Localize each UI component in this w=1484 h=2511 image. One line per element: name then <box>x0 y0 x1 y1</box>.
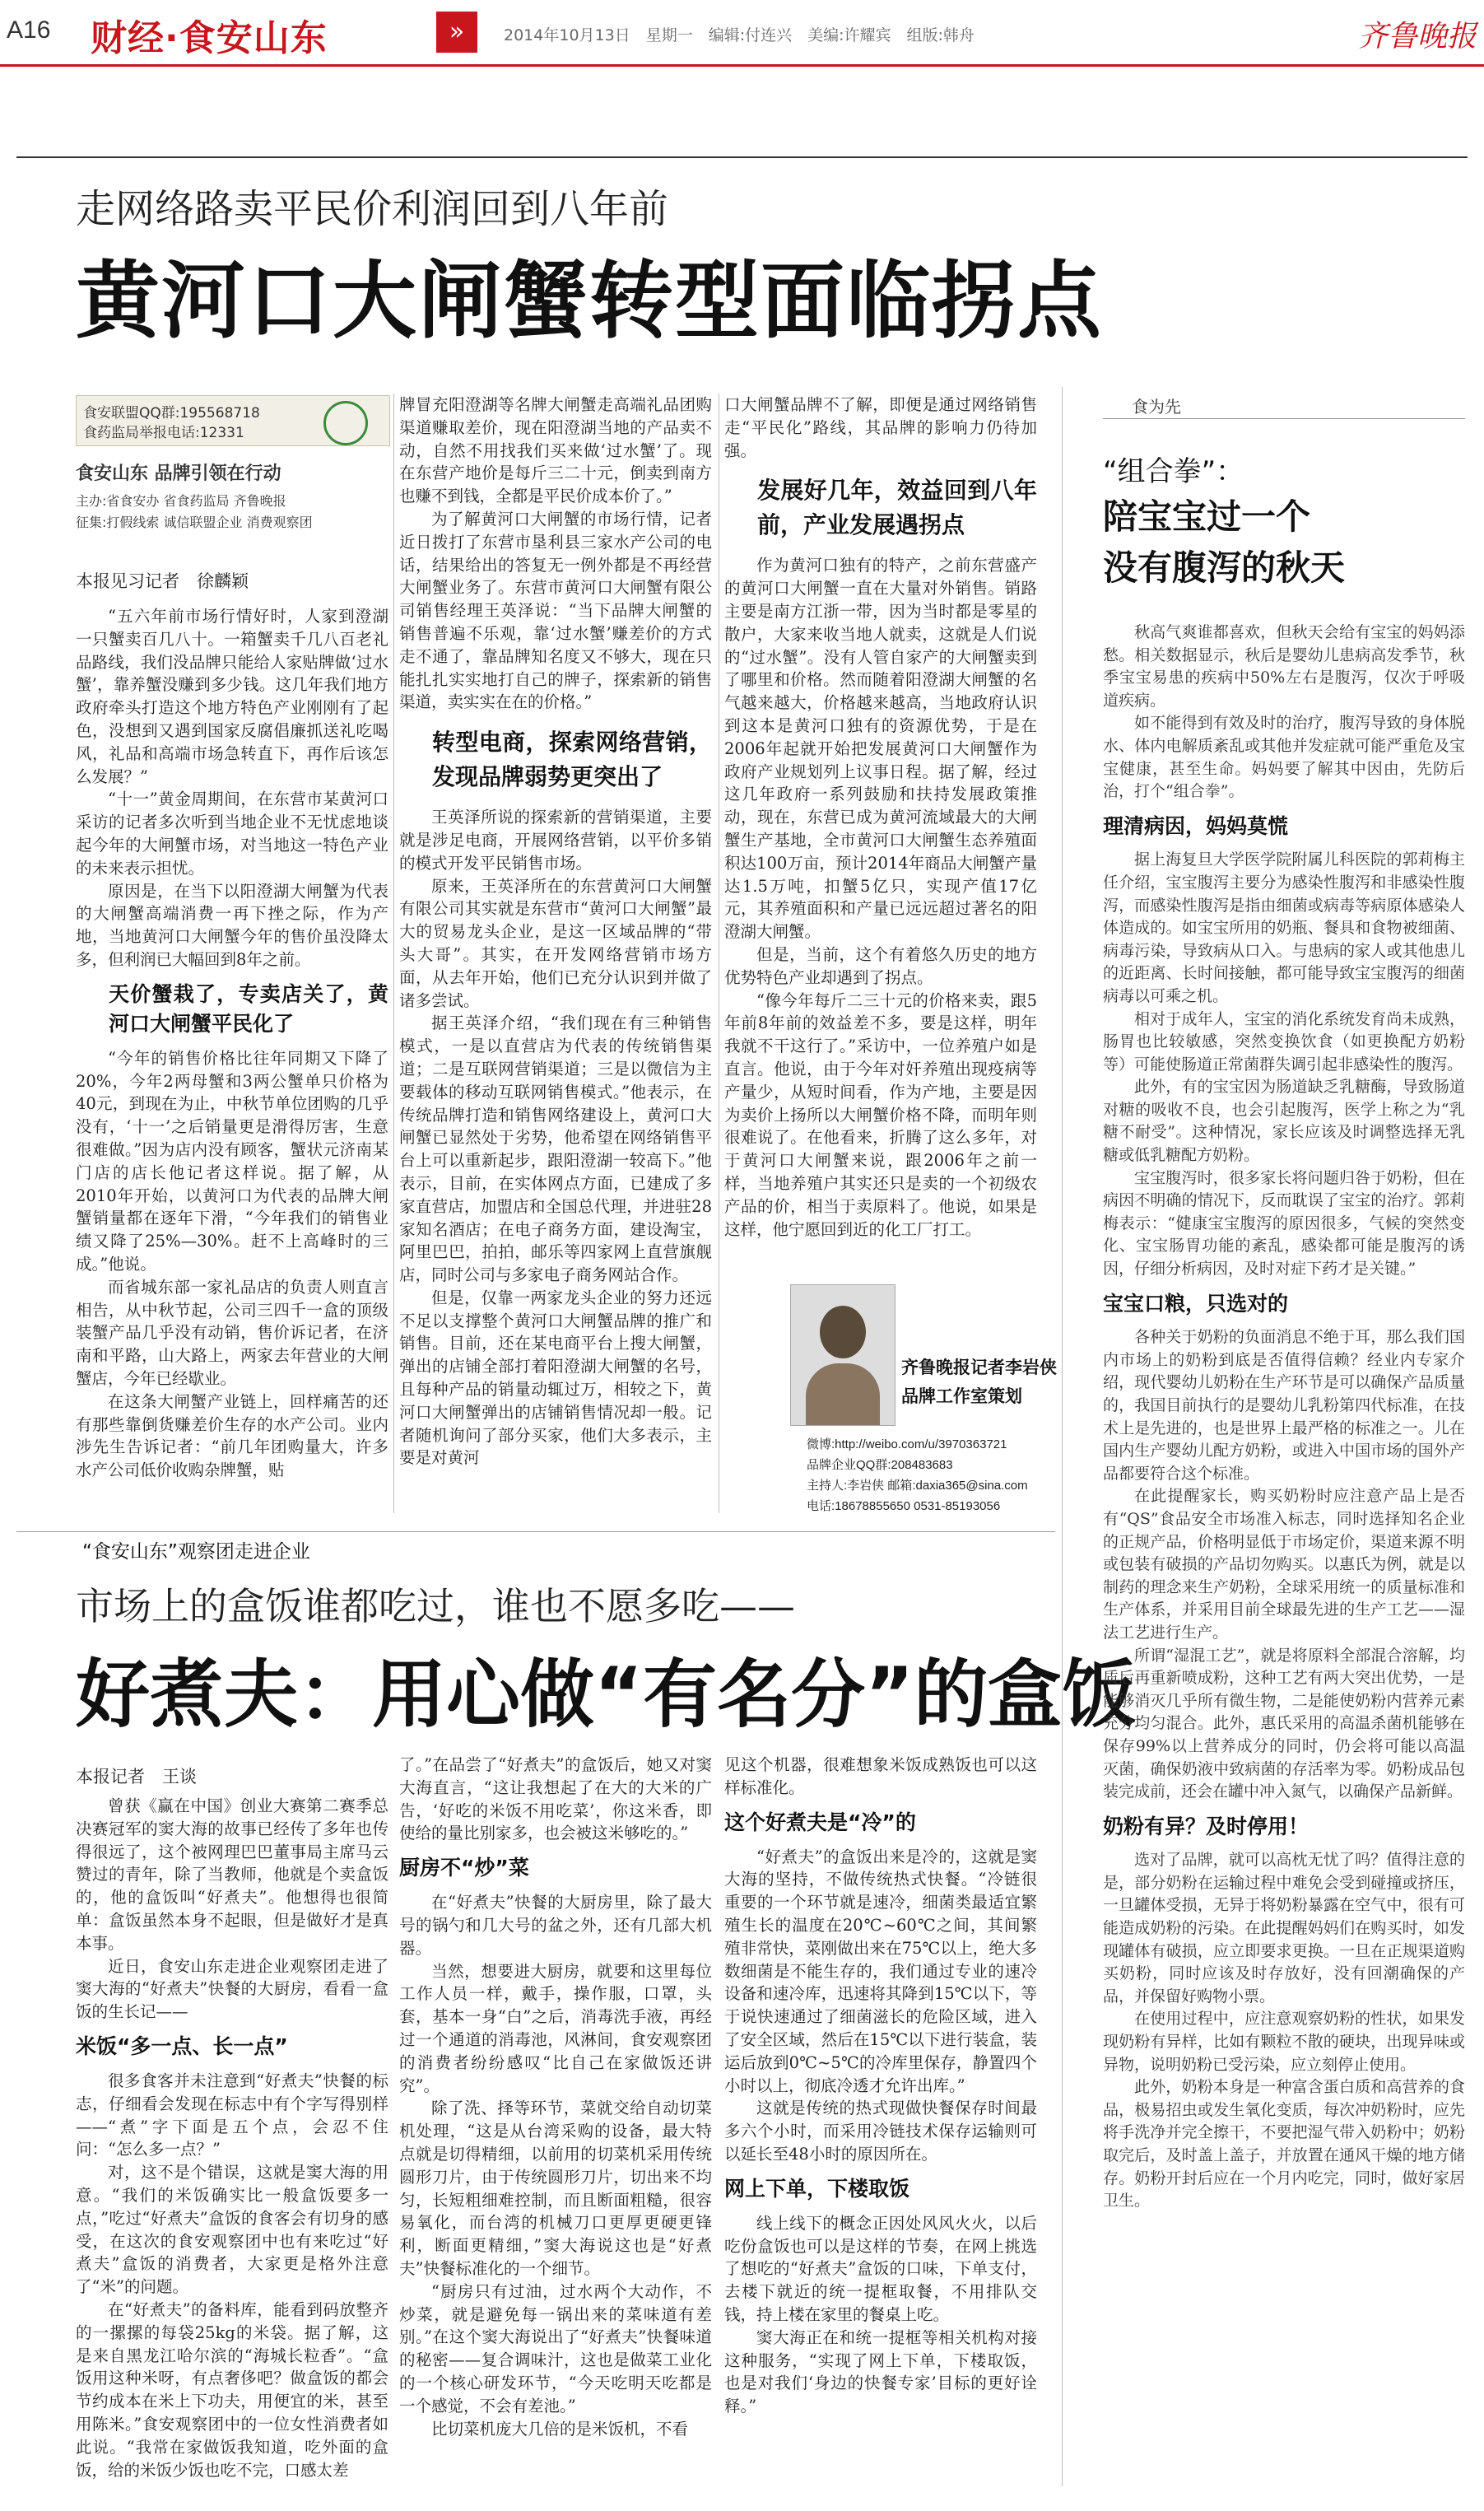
story2-byline: 本报记者 王谈 <box>76 1767 197 1787</box>
subheading: 天价蟹栽了，专卖店关了，黄河口大闸蟹平民化了 <box>109 981 388 1036</box>
column-rule <box>1062 387 1063 2486</box>
story1-byline: 本报见习记者 徐麟颖 <box>76 571 249 591</box>
paragraph: 在这条大闸蟹产业链上，回样痛苦的还有那些靠倒货赚差价生存的水产公司。业内涉先生告诉记者：“前几年团购量大，许多水产公司低价收购杂牌蟹，贴 <box>76 1391 388 1480</box>
photo-body <box>806 1363 880 1425</box>
masthead-rule <box>0 64 1484 67</box>
column-rule <box>393 394 394 1513</box>
paragraph: 而省城东部一家礼品店的负责人则直言相告，从中秋节起，公司三四千一盒的顶级装蟹产品几乎没有动销，售价诉记者，在济南和平路，山大路上，两家去年营业的大闸蟹店，今年已经歇业。 <box>76 1277 388 1388</box>
paragraph: 在“好煮夫”的备料库，能看到码放整齐的一摞摞的每袋25kg的米袋。据了解，这是来自黑龙江哈尔滨的“海城长粒香”。“盒饭用这种米呀，有点奢侈吧？做盒饭的都会节约成本在米上下功夫，用便宜的米，甚至用陈米。”食安观察团中的一位女性消费者如此说。“我常在家做饭我知道，吃外面的盒饭，给的米饭少饭也吃不完，口感太差 <box>76 2299 388 2480</box>
paragraph: 了。”在品尝了“好煮夫”的盒饭后，她又对窦大海直言，“这让我想起了在大的大米的广告，‘好吃的米饭不用吃菜’，你这米香，即使给的量比别家多，也会被这米够吃的。” <box>399 1755 712 1843</box>
story1-column-3 <box>724 394 1037 1274</box>
promo-org: 主办:省食安办 省食药监局 齐鲁晚报 <box>76 493 286 509</box>
right-rule <box>1103 418 1465 419</box>
paragraph: 王英泽所说的探索新的营销渠道，主要就是涉足电商，开展网络营销，以平价多销的模式开发平民销售市场。 <box>399 808 712 873</box>
food-safety-logo-icon <box>323 401 368 445</box>
story2-column-1 <box>76 1795 388 2486</box>
paragraph: 这就是传统的热式现做快餐保存时间最多六个小时，而采用冷链技术保存运输则可以延长至48小时的原因所在。 <box>724 2099 1037 2164</box>
paragraph: 除了洗、择等环节，菜就交给自动切菜机处理，“这是从台湾采购的设备，最大特点就是切得精细，以前用的切菜机采用传统圆形刀片，由于传统圆形刀片，切出来不均匀，长短粗细难控制，而且断面粗糙，很容易氧化，而台湾的机械刀口更厚更硬更锋利，断面更精细，”窦大海说这也是“好煮夫”快餐标准化的一个细节。 <box>399 2099 712 2278</box>
paragraph: “好煮夫”的盒饭出来是冷的，这就是窦大海的坚持，不做传统热式快餐。“冷链很重要的一个环节就是速冷，细菌类最适宜繁殖生长的温度在20℃~60℃之间，其间繁殖非常快，菜刚做出来在75℃以上，绝大多数细菌是不能生存的，我们通过专业的速冷设备和速冷库，迅速将其降到15℃以下，等于说快速通过了细菌滋长的危险区域，进入了安全区域，然后在15℃以下进行装盒，装运后放到0℃~5℃的冷库里保存，静置四个小时以上，彻底冷透才允许出库。” <box>724 1847 1037 2095</box>
paragraph: 口大闸蟹品牌不了解，即便是通过网络销售走“平民化”路线，其品牌的影响力仍待加强。 <box>724 395 1037 460</box>
paragraph: 在“好煮夫”快餐的大厨房里，除了最大号的锅勺和几大号的盆之外，还有几部大机器。 <box>399 1893 712 1958</box>
story1-column-2 <box>399 394 712 1468</box>
paragraph: 对，这不是个错误，这就是窦大海的用意。“我们的米饭确实比一般盒饭要多一点，”吃过“好煮夫”盒饭的食客会有切身的感受，在这次的食安观察团中也有来吃过“好煮夫”盒饭的消费者，大家更是格外注意了“米”的问题。 <box>76 2163 388 2297</box>
paragraph: 曾获《赢在中国》创业大赛第二赛季总决赛冠军的窦大海的故事已经传了多年也传得很远了，这个被网理巴巴董事局主席马云赞过的青年，除了当教师，他就是个卖盒饭的，他的盒饭叫“好煮夫”。他想得也很简单：盒饭虽然本身不起眼，但是做好才是真本事。 <box>76 1796 388 1953</box>
paragraph: 宝宝腹泻时，很多家长将问题归咎于奶粉，但在病因不明确的情况下，反而耽误了宝宝的治疗。郭莉梅表示：“健康宝宝腹泻的原因很多，气候的突然变化、宝宝肠胃功能的紊乱，感染都可能是腹泻的诱因，仔细分析病因，及时对症下药才是关键。” <box>1103 1168 1465 1279</box>
story2-rule <box>16 1531 1055 1532</box>
right-title-2: 没有腹泻的秋天 <box>1103 547 1346 588</box>
paragraph: 在此提醒家长，购买奶粉时应注意产品上是否有“QS”食品安全市场准入标志，同时选择知名企业的正规产品，价格明显低于市场定价，渠道来源不明或包装有破损的产品切勿购买。以惠氏为例，就是以制药的理念来生产奶粉，全球采用统一的质量标准和生产体系，并采用目前全球最先进的生产工艺——湿法工艺进行生产。 <box>1103 1487 1465 1642</box>
paragraph: 但是，仅靠一两家龙头企业的努力还远不足以支撑整个黄河口大闸蟹品牌的推广和销售。目前，还在某电商平台上搜大闸蟹，弹出的店铺全部打着阳澄湖大闸蟹的名号，且每种产品的销量动辄过万，相较之下，黄河口大闸蟹弹出的店铺销售情况却一般。记者随机询问了部分买家，他们大多表示，主要是对黄河 <box>399 1288 712 1468</box>
promo-line1: 食安联盟QQ群:195568718 <box>83 405 260 422</box>
photo-head <box>820 1306 866 1358</box>
paragraph: 为了解黄河口大闸蟹的市场行情，记者近日拨打了东营市垦利县三家水产公司的电话，结果给出的答复无一例外都是不再经营大闸蟹业务了。东营市黄河口大闸蟹有限公司销售经理王英泽说：“当下品牌大闸蟹的销售普遍不乐观，靠‘过水蟹’赚差价的方式走不通了，靠品牌知名度又不够大，现在只能扎扎实实地打自己的牌子，探索新的销售渠道，卖实实在在的价格。” <box>399 509 712 712</box>
promo-title: 食安山东 品牌引领在行动 <box>76 464 281 484</box>
paragraph: 如不能得到有效及时的治疗，腹泻导致的身体脱水、体内电解质紊乱或其他并发症就可能严重危及宝宝健康，甚至生命。妈妈要了解其中因由，先防后治，打个“组合拳”。 <box>1103 714 1465 801</box>
paragraph: 各种关于奶粉的负面消息不绝于耳，那么我们国内市场上的奶粉到底是否值得信赖？经业内专家介绍，现代婴幼儿奶粉在生产环节是可以确保产品质量的，我国目前执行的是婴幼儿乳粉第四代标准，在技术上是先进的，也是世界上最严格的标准之一。儿在国内生产婴幼儿配方奶粉，或进入中国市场的国外产品都要符合这个标准。 <box>1103 1328 1465 1483</box>
paragraph: 选对了品牌，就可以高枕无忧了吗？值得注意的是，部分奶粉在运输过程中难免会受到碰撞或挤压，一旦罐体受损，无异于将奶粉暴露在空气中，很有可能造成奶粉的污染。在此提醒妈妈们在购买时，如发现罐体有破损，应立即要求更换。一旦在正规渠道购买奶粉，同时应该及时存放好，没有回潮确保的产品，并保留好购物小票。 <box>1103 1851 1465 2006</box>
paragraph: “今年的销售价格比往年同期又下降了20%，今年2两母蟹和3两公蟹单只价格为40元，到现在为止，中秋节单位团购的几乎没有，‘十一’之后销量更是滑得厉害，生意很难做。”因为店内没有顾客，蟹状元济南某门店的店长他记者这样说。据了解，从2010年开始，以黄河口为代表的品牌大闸蟹销量都在逐年下滑，“今年我们的销售业绩又降了25%—30%。赶不上高峰时的三成。”他说。 <box>76 1048 388 1274</box>
subheading: 宝宝口粮，只选对的 <box>1103 1291 1289 1316</box>
story2-tag: “食安山东”观察团走进企业 <box>82 1541 310 1563</box>
reporter-photo <box>790 1284 896 1426</box>
card-qq: 品牌企业QQ群:208483683 <box>807 1458 953 1472</box>
promo-banner <box>76 395 390 446</box>
paragraph: 见这个机器，很难想象米饭成熟饭也可以这样标准化。 <box>724 1755 1037 1797</box>
paper-logo: 齐鲁晚报 <box>1358 20 1477 54</box>
promo-box <box>76 395 388 543</box>
story1-headline: 黄河口大闸蟹转型面临拐点 <box>76 253 1103 351</box>
paragraph: 当然，想要进大厨房，就要和这里每位工作人员一样，戴手，操作服，口罩，头套，基本一身“白”之后，消毒洗手液，再经过一个通道的消毒池，风淋间，食安观察团的消费者纷纷感叹“比自己在家做饭还讲究”。 <box>399 1961 712 2095</box>
reporter-name: 齐鲁晚报记者李岩侠 <box>901 1358 1057 1377</box>
paragraph: 在使用过程中，应注意观察奶粉的性状，如果发现奶粉有异样，比如有颗粒不散的硬块，出现异味或异物，说明奶粉已受污染，应立刻停止使用。 <box>1103 2010 1465 2074</box>
paragraph: 线上线下的概念正因处风风火火，以后吃份盒饭也可以是这样的节奏，在网上挑选了想吃的“好煮夫”盒饭的口味，下单支付，去楼下就近的统一提框取餐，不用排队交钱，持上楼在家里的餐桌上吃。 <box>724 2213 1037 2324</box>
right-title-1: 陪宝宝过一个 <box>1103 496 1311 537</box>
paragraph: 原来，王英泽所在的东营黄河口大闸蟹有限公司其实就是东营市“黄河口大闸蟹”最大的贸易龙头企业，是这一区域品牌的“带头大哥”。其实，在开发网络营销市场方面，从去年开始，他们已充分认识到并做了诸多尝试。 <box>399 876 712 1010</box>
paragraph: “像今年每斤二三十元的价格来卖，跟5年前8年前的效益差不多，要是这样，明年我就不干这行了。”采访中，一位养殖户如是直言。他说，由于今年对奸养殖出现疫病等产量少，从短时间看，作为产地，主要是因为卖价上扬所以大闸蟹价格不降，而明年则很难说了。在他看来，折腾了这么多年，对于黄河口大闸蟹来说，跟2006年之前一样，当地养殖户其实还只是卖的一个初级农产品的价，相当于卖原料了。他说，如果是这样，他宁愿回到近的化工厂打工。 <box>724 990 1037 1239</box>
subheading: 网上下单，下楼取饭 <box>724 2176 910 2201</box>
story2-kicker: 市场上的盒饭谁都吃过，谁也不愿多吃—— <box>76 1584 795 1628</box>
promo-line2: 食药监局举报电话:12331 <box>83 425 244 441</box>
story1-column-1 <box>76 605 388 1480</box>
paragraph: 比切菜机庞大几倍的是米饭机，不看 <box>431 2419 689 2439</box>
subheading: 发展好几年，效益回到八年前，产业发展遇拐点 <box>757 477 1037 539</box>
paragraph: 原因是，在当下以阳澄湖大闸蟹为代表的大闸蟹高端消费一再下挫之际，作为产地，当地黄河口大闸蟹今年的售价虽没降太多，但利润已大幅回到8年之前。 <box>76 881 388 969</box>
story2-headline: 好煮夫：用心做“有名分”的盒饭 <box>76 1651 1137 1738</box>
right-label: 食为先 <box>1132 397 1181 417</box>
paragraph: 据王英泽介绍，“我们现在有三种销售模式，一是以直营店为代表的传统销售渠道；二是互联网营销渠道；三是以微信为主要载体的移动互联网销售模式。”他表示，在传统品牌打造和销售网络建设上，黄河口大闸蟹已显然处于劣势，他希望在网络销售平台上可以重新起步，跟阳澄湖一较高下。”他表示，目前，在实体网点方面，已建成了多家直营店，加盟店和全国总代理，并进驻28家知名酒店；在电子商务方面，建设淘宝，阿里巴巴，拍拍，邮乐等四家网上直营旗舰店，同时公司与多家电子商务网站合作。 <box>399 1013 712 1285</box>
card-email: 主持人:李岩侠 邮箱:daxia365@sina.com <box>807 1479 1028 1493</box>
story2-column-3 <box>724 1754 1037 2486</box>
top-rule <box>16 156 1468 158</box>
paragraph: 牌冒充阳澄湖等名牌大闸蟹走高端礼品团购渠道赚取差价，现在阳澄湖当地的产品卖不动，自然不用找我们买来做‘过水蟹’了。现在东营产地价是每斤三二十元，倒卖到南方也赚不到钱，全都是平民价成本价了。” <box>399 395 712 506</box>
paragraph: 近日，食安山东走进企业观察团走进了窦大海的“好煮夫”快餐的大厨房，看看一盒饭的生长记—— <box>76 1956 388 2022</box>
reporter-role: 品牌工作室策划 <box>901 1386 1022 1406</box>
right-kicker: “组合拳”： <box>1103 455 1244 488</box>
subheading: 奶粉有异？及时停用！ <box>1103 1814 1310 1838</box>
paragraph: 所谓“湿混工艺”，就是将原料全部混合溶解，均质后再重新喷成粉，这种工艺有两大突出优势，一是能够消灭几乎所有微生物，二是能使奶粉内营养元素充分均匀混合。此外，惠氏采用的高温杀菌机能够在保存99%以上营养成分的同时，仍会将可能以高温灭菌，确保奶液中致病菌的存活率为零。奶粉成品包装完成前，还会在罐中冲入氮气，以确保产品新鲜。 <box>1103 1646 1465 1801</box>
section-title: 财经·食安山东 <box>91 17 328 59</box>
page-number: A16 <box>7 16 51 44</box>
subheading: 厨房不“炒”菜 <box>399 1856 529 1880</box>
paragraph: “五六年前市场行情好时，人家到澄湖一只蟹卖百几八十。一箱蟹卖千几八百老礼品路线，我们没品牌只能给人家贴牌做‘过水蟹’，靠养蟹没赚到多少钱。这几年我们地方政府牵头打造这个地方特色产业刚刚有了起色，没想到又遇到国家反腐倡廉抓送礼吃喝风，礼品和高端市场急转直下，再作后该怎么发展？” <box>76 607 388 786</box>
paragraph: 此外，有的宝宝因为肠道缺乏乳糖酶，导致肠道对糖的吸收不良，也会引起腹泻，医学上称之为“乳糖不耐受”。这种情况，家长应该及时调整选择无乳糖或低乳糖配方奶粉。 <box>1103 1078 1465 1165</box>
promo-call: 征集:打假线索 诚信联盟企业 消费观察团 <box>76 515 313 530</box>
section-arrow-icon: » <box>436 12 477 53</box>
masthead <box>0 0 1484 62</box>
subheading: 转型电商，探索网络营销，发现品牌弱势更突出了 <box>432 729 712 791</box>
subheading: 理清病因，妈妈莫慌 <box>1103 813 1289 838</box>
paragraph: “厨房只有过油，过水两个大动作，不炒菜，就是避免每一锅出来的菜味道有差别。”在这个窦大海说出了“好煮夫”快餐味道的秘密——复合调味汁，这也是做菜工业化的一个核心研发环节，“今天吃明天吃都是一个感觉，不会有差池。” <box>399 2281 712 2415</box>
subheading: 米饭“多一点、长一点” <box>76 2033 288 2058</box>
paragraph: 作为黄河口独有的特产，之前东营盛产的黄河口大闸蟹一直在大量对外销售。销路主要是南方江浙一带，因为当时都是零星的散户，大家来收当地人就卖，这就是人们说的“过水蟹”。没有人管自家产的大闸蟹卖到了哪里和价格。然而随着阳澄湖大闸蟹的名气越来越大，价格越来越高，当地政府认识到这本是黄河口独有的资源优势，于是在2006年起就开始把发展黄河口大闸蟹作为政府产业规划列上议事日程。据了解，经过这几年政府一系列鼓励和扶持发展政策推动，现在，东营已成为黄河流域最大的大闸蟹生产基地，全市黄河口大闸蟹生态养殖面积达100万亩，预计2014年商品大闸蟹产量达1.5万吨，扣蟹5亿只，实现产值17亿元，其养殖面积和产量已远远超过著名的阳澄湖大闸蟹。 <box>724 556 1037 942</box>
card-weibo: 微博:http://weibo.com/u/3970363721 <box>807 1437 1007 1451</box>
paragraph: 相对于成年人，宝宝的消化系统发育尚未成熟，肠胃也比较敏感，突然变换饮食（如更换配方奶粉等）可能使肠道正常菌群失调引起非感染性的腹泻。 <box>1103 1009 1465 1074</box>
paragraph: “十一”黄金周期间，在东营市某黄河口采访的记者多次听到当地企业不无忧虑地谈起今年的大闸蟹市场，对当地这一特色产业的未来表示担忧。 <box>76 790 388 878</box>
paragraph: 秋高气爽谁都喜欢，但秋天会给有宝宝的妈妈添愁。相关数据显示，秋后是婴幼儿患病高发季节，秋季宝宝易患的疾病中50%左右是腹泻，仅次于呼吸道疾病。 <box>1103 623 1465 710</box>
issue-meta: 2014年10月13日 星期一 编辑:付连兴 美编:许耀宾 组版:韩舟 <box>504 26 975 44</box>
story2-column-2 <box>399 1754 712 2486</box>
subheading: 这个好煮夫是“冷”的 <box>724 1810 916 1834</box>
paragraph: 但是，当前，这个有着悠久历史的地方优势特色产业却遇到了拐点。 <box>724 944 1037 987</box>
story1-kicker: 走网络路卖平民价利润回到八年前 <box>76 186 669 232</box>
paragraph: 窦大海正在和统一提框等相关机构对接这种服务，“实现了网上下单，下楼取饭，也是对我们‘身边的快餐专家’目标的更好诠释。” <box>724 2327 1037 2416</box>
paragraph: 此外，奶粉本身是一种富含蛋白质和高营养的食品，极易招虫或发生氧化变质，每次冲奶粉时，应先将手洗净并完全擦干，不要把湿气带入奶粉中；奶粉取完后，及时盖上盖子，并放置在通风干燥的地方储存。奶粉开封后应在一个月内吃完，同时，做好家居卫生。 <box>1103 2078 1465 2211</box>
card-phone: 电话:18678855650 0531-85193056 <box>807 1499 1001 1513</box>
right-article <box>1103 622 1465 2482</box>
paragraph: 据上海复旦大学医学院附属儿科医院的郭莉梅主任介绍，宝宝腹泻主要分为感染性腹泻和非感染性腹泻，而感染性腹泻是指由细菌或病毒等病原体感染人体造成的。如宝宝所用的奶瓶、餐具和食物被细菌、病毒污染，导致病从口入。与患病的家人或其他患儿的近距离、长时间接触，都可能导致宝宝腹泻的细菌病毒以可乘之机。 <box>1103 850 1465 1005</box>
paragraph: 很多食客并未注意到“好煮夫”快餐的标志，仔细看会发现在标志中有个字写得别样——“煮”字下面是五个点，会忍不住问：“怎么多一点？” <box>76 2071 388 2159</box>
